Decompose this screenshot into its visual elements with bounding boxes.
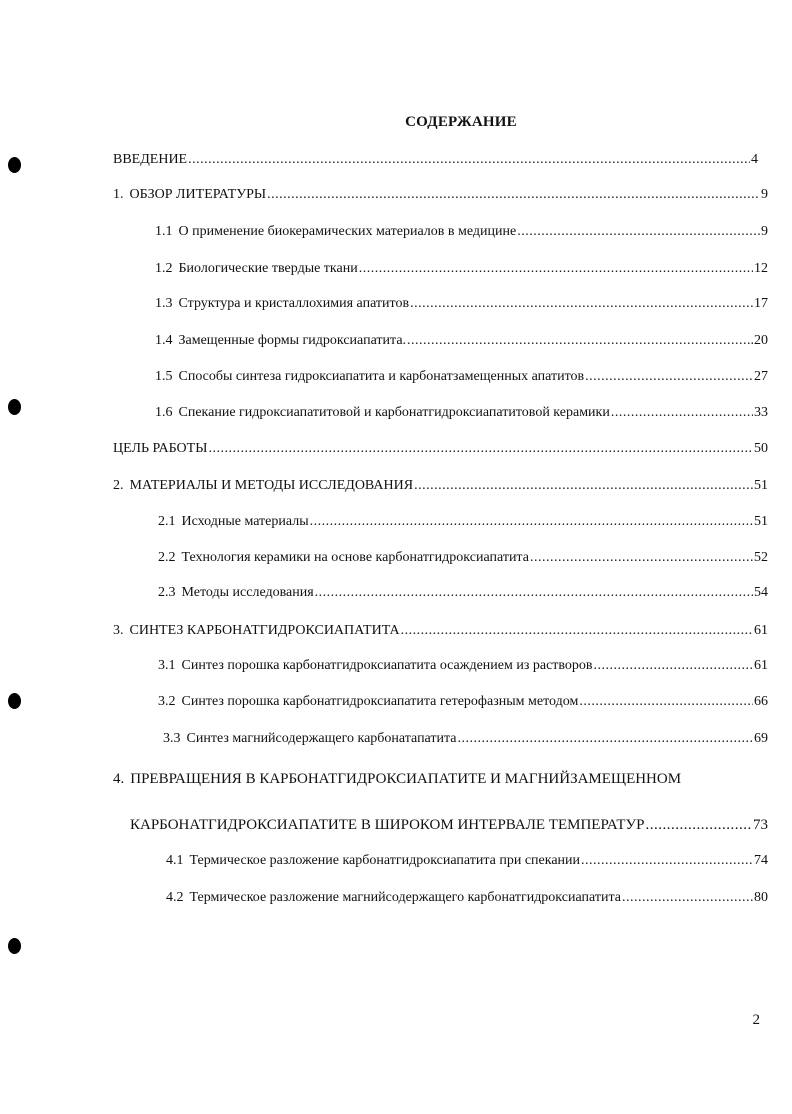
- toc-leader-dots: [581, 852, 753, 870]
- toc-leader-dots: [458, 730, 753, 748]
- toc-leader-dots: [585, 368, 753, 386]
- toc-entry[interactable]: [158, 693, 768, 711]
- toc-entry-text: Технология керамики на основе карбонатгидроксиапатита: [181, 550, 529, 565]
- toc-leader-dots: [208, 440, 753, 458]
- punch-hole-mark: [8, 157, 21, 173]
- toc-entry[interactable]: [158, 584, 768, 602]
- toc-entry-number: 1.2: [155, 261, 173, 276]
- toc-entry[interactable]: [113, 440, 768, 458]
- toc-entry-page: 51: [754, 478, 768, 493]
- toc-entry[interactable]: [166, 889, 768, 907]
- toc-entry-heading-line[interactable]: [113, 770, 681, 788]
- toc-entry-page: 61: [754, 623, 768, 638]
- toc-entry-text: КАРБОНАТГИДРОКСИАПАТИТЕ В ШИРОКОМ ИНТЕРВАЛЕ ТЕМПЕРАТУР: [130, 817, 645, 833]
- toc-leader-dots: [622, 889, 753, 907]
- toc-leader-dots: [359, 260, 753, 278]
- toc-entry-number: 1.5: [155, 369, 173, 384]
- toc-leader-dots: [517, 223, 760, 241]
- toc-leader-dots: [579, 693, 753, 711]
- toc-entry-number: 2.3: [158, 585, 176, 600]
- toc-entry-page: 4: [751, 152, 758, 167]
- toc-leader-dots: [315, 584, 753, 602]
- toc-entry[interactable]: [155, 332, 768, 350]
- toc-entry[interactable]: [113, 477, 768, 495]
- toc-entry-number: 4.: [113, 771, 125, 787]
- toc-entry[interactable]: [155, 404, 768, 422]
- toc-leader-dots: [401, 622, 753, 640]
- toc-entry-text: Синтез порошка карбонатгидроксиапатита гетерофазным методом: [181, 694, 579, 709]
- toc-entry-text: Синтез магнийсодержащего карбонатапатита: [186, 731, 457, 746]
- punch-hole-mark: [8, 399, 21, 415]
- toc-leader-dots: [530, 549, 753, 567]
- toc-entry-number: 3.2: [158, 694, 176, 709]
- toc-entry-number: 1.1: [155, 224, 173, 239]
- toc-leader-dots: [267, 186, 760, 204]
- toc-entry-page: 52: [754, 550, 768, 565]
- toc-entry-page: 61: [754, 658, 768, 673]
- toc-entry[interactable]: [130, 816, 768, 834]
- toc-leader-dots: [611, 404, 753, 422]
- toc-entry-page: 17: [754, 296, 768, 311]
- toc-entry[interactable]: [113, 186, 768, 204]
- toc-entry[interactable]: [163, 730, 768, 748]
- page-number: 2: [752, 1012, 760, 1028]
- toc-entry-page: 12: [754, 261, 768, 276]
- toc-entry[interactable]: [166, 852, 768, 870]
- toc-entry-page: 69: [754, 731, 768, 746]
- toc-entry-text: Спекание гидроксиапатитовой и карбонатгидроксиапатитовой керамики: [178, 405, 610, 420]
- toc-entry-text: Исходные материалы: [181, 514, 309, 529]
- toc-entry-number: 2.1: [158, 514, 176, 529]
- toc-entry-number: 3.3: [163, 731, 181, 746]
- toc-leader-dots: [646, 816, 752, 834]
- toc-entry-text: ПРЕВРАЩЕНИЯ В КАРБОНАТГИДРОКСИАПАТИТЕ И МАГНИЙЗАМЕЩЕННОМ: [130, 771, 682, 787]
- toc-entry-number: 2.: [113, 478, 124, 493]
- toc-entry-number: 1.4: [155, 333, 173, 348]
- toc-entry-number: 1.: [113, 187, 124, 202]
- toc-entry-text: Замещенные формы гидроксиапатита.: [178, 333, 407, 348]
- toc-entry[interactable]: [155, 368, 768, 386]
- toc-entry-text: Термическое разложение магнийсодержащего карбонатгидроксиапатита: [189, 890, 621, 905]
- toc-entry-text: Способы синтеза гидроксиапатита и карбонатзамещенных апатитов: [178, 369, 585, 384]
- toc-entry-page: 33: [754, 405, 768, 420]
- toc-entry-number: 3.1: [158, 658, 176, 673]
- toc-entry-page: 9: [761, 224, 768, 239]
- toc-entry-number: 2.2: [158, 550, 176, 565]
- toc-entry[interactable]: [113, 151, 758, 169]
- toc-leader-dots: [407, 332, 749, 350]
- toc-leader-dots: [414, 477, 753, 495]
- toc-entry-page: 54: [754, 585, 768, 600]
- toc-leader-dots: [410, 295, 753, 313]
- toc-entry-number: 4.2: [166, 890, 184, 905]
- toc-entry-text: ВВЕДЕНИЕ: [113, 152, 188, 167]
- toc-entry-number: 3.: [113, 623, 124, 638]
- toc-entry-text: Синтез порошка карбонатгидроксиапатита осаждением из растворов: [181, 658, 593, 673]
- toc-entry-page: 74: [754, 853, 768, 868]
- toc-entry-page: 9: [761, 187, 768, 202]
- toc-leader-dots: [594, 657, 753, 675]
- toc-entry-text: Структура и кристаллохимия апатитов: [178, 296, 410, 311]
- toc-entry-text: ОБЗОР ЛИТЕРАТУРЫ: [129, 187, 267, 202]
- toc-entry[interactable]: [155, 260, 768, 278]
- toc-leader-dots: [188, 151, 750, 169]
- toc-leader-dots: [310, 513, 753, 531]
- toc-entry-page: .20: [750, 333, 768, 348]
- punch-hole-mark: [8, 938, 21, 954]
- toc-entry-text: СИНТЕЗ КАРБОНАТГИДРОКСИАПАТИТА: [129, 623, 400, 638]
- toc-entry-text: Биологические твердые ткани: [178, 261, 358, 276]
- toc-entry-page: 50: [754, 441, 768, 456]
- toc-entry[interactable]: [158, 549, 768, 567]
- toc-entry-text: Методы исследования: [181, 585, 314, 600]
- toc-entry-page: 51: [754, 514, 768, 529]
- toc-entry-number: 1.6: [155, 405, 173, 420]
- toc-entry-number: 4.1: [166, 853, 184, 868]
- punch-hole-mark: [8, 693, 21, 709]
- toc-entry-page: 73: [753, 817, 768, 833]
- toc-entry[interactable]: [155, 223, 768, 241]
- toc-entry[interactable]: [113, 622, 768, 640]
- toc-entry-number: 1.3: [155, 296, 173, 311]
- toc-entry[interactable]: [158, 513, 768, 531]
- toc-entry-page: 27: [754, 369, 768, 384]
- toc-entry-text: МАТЕРИАЛЫ И МЕТОДЫ ИССЛЕДОВАНИЯ: [129, 478, 414, 493]
- toc-entry[interactable]: [155, 295, 768, 313]
- toc-entry-page: 80: [754, 890, 768, 905]
- page-title: СОДЕРЖАНИЕ: [405, 114, 517, 130]
- toc-entry-text: Термическое разложение карбонатгидроксиапатита при спекании: [189, 853, 581, 868]
- toc-entry-text: О применение биокерамических материалов в медицине: [178, 224, 517, 239]
- toc-entry-page: 66: [754, 694, 768, 709]
- toc-entry[interactable]: [158, 657, 768, 675]
- toc-entry-text: ЦЕЛЬ РАБОТЫ: [113, 441, 208, 456]
